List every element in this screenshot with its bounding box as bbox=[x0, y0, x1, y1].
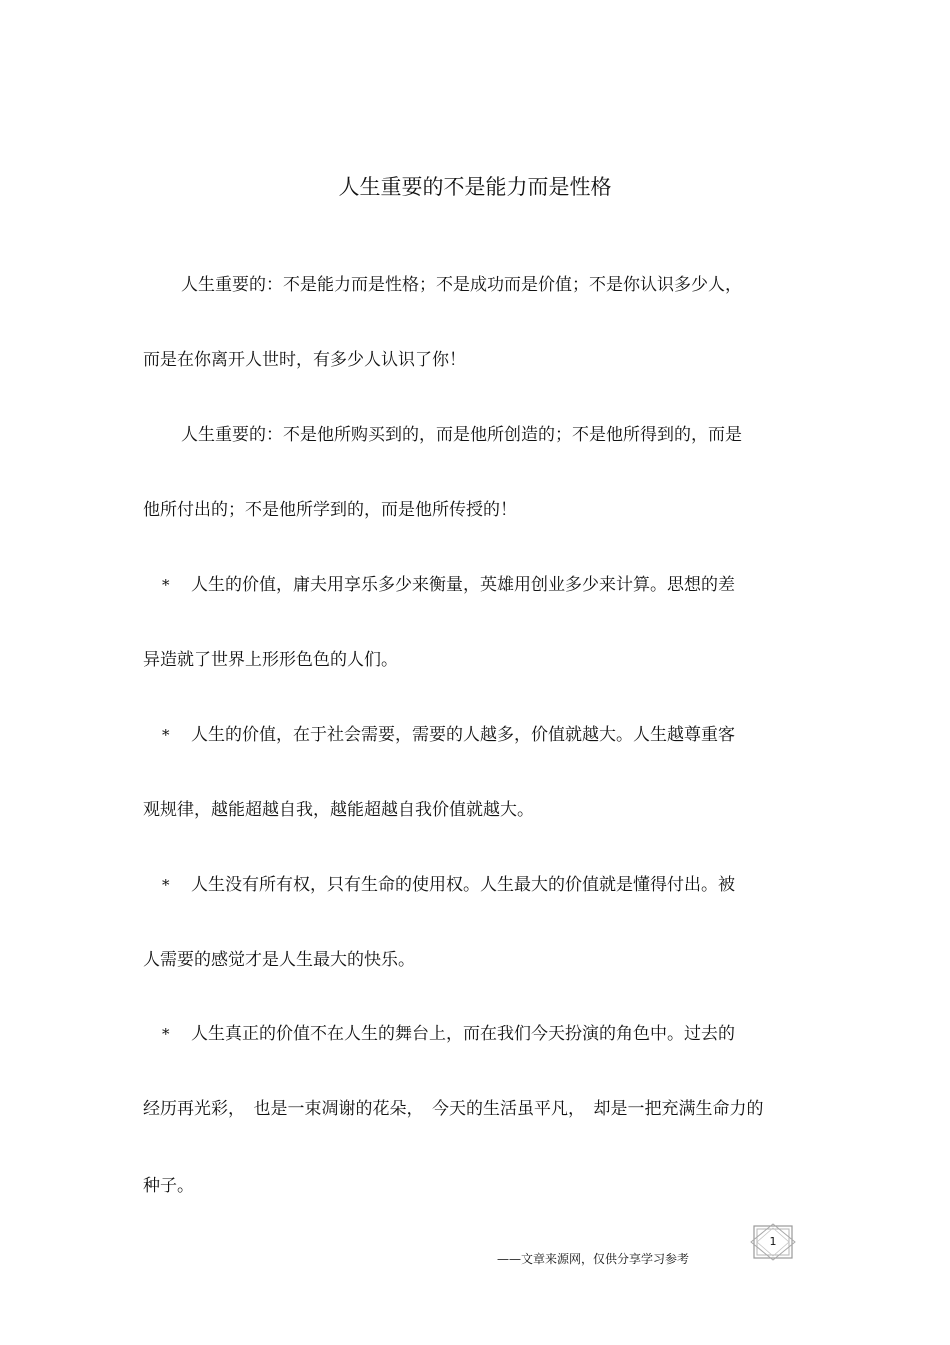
paragraph-6-line-2: 经历再光彩， 也是一束凋谢的花朵， 今天的生活虽平凡， 却是一把充满生命力的 bbox=[143, 1099, 764, 1119]
footer-source-note: ——文章来源网，仅供分享学习参考 bbox=[497, 1252, 690, 1266]
paragraph-6-line-1: 人生真正的价值不在人生的舞台上，而在我们今天扮演的角色中。过去的 bbox=[191, 1024, 735, 1044]
paragraph-5-bullet: * bbox=[162, 876, 170, 894]
paragraph-4-bullet: * bbox=[162, 726, 170, 744]
paragraph-2-line-2: 他所付出的；不是他所学到的，而是他所传授的！ bbox=[143, 500, 517, 520]
document-title: 人生重要的不是能力而是性格 bbox=[338, 175, 612, 199]
paragraph-1-line-2: 而是在你离开人世时，有多少人认识了你！ bbox=[143, 350, 466, 370]
page-number: 1 bbox=[769, 1235, 777, 1248]
paragraph-3-line-1: 人生的价值，庸夫用享乐多少来衡量，英雄用创业多少来计算。思想的差 bbox=[191, 575, 735, 595]
paragraph-6-line-3: 种子。 bbox=[143, 1176, 194, 1196]
paragraph-3-line-2: 异造就了世界上形形色色的人们。 bbox=[143, 650, 398, 670]
paragraph-3-bullet: * bbox=[162, 576, 170, 594]
paragraph-2-line-1: 人生重要的：不是他所购买到的，而是他所创造的；不是他所得到的，而是 bbox=[181, 425, 742, 445]
paragraph-4-line-1: 人生的价值，在于社会需要，需要的人越多，价值就越大。人生越尊重客 bbox=[191, 725, 735, 745]
paragraph-6-bullet: * bbox=[162, 1025, 170, 1043]
paragraph-5-line-1: 人生没有所有权，只有生命的使用权。人生最大的价值就是懂得付出。被 bbox=[191, 875, 735, 895]
paragraph-4-line-2: 观规律，越能超越自我，越能超越自我价值就越大。 bbox=[143, 800, 534, 820]
paragraph-5-line-2: 人需要的感觉才是人生最大的快乐。 bbox=[143, 950, 415, 970]
paragraph-1-line-1: 人生重要的：不是能力而是性格；不是成功而是价值；不是你认识多少人， bbox=[181, 275, 742, 295]
